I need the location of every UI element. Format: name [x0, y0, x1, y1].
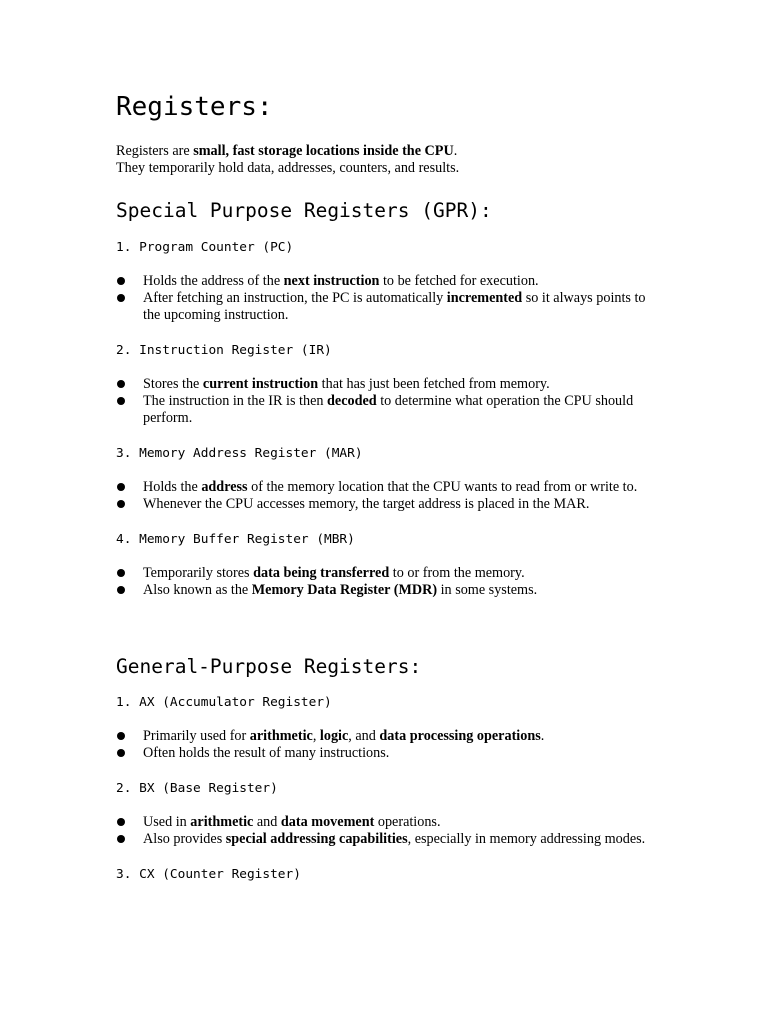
ax-bullets: [116, 728, 656, 762]
text: Stores the: [143, 376, 203, 392]
intro-line-1: [116, 143, 656, 160]
text: Also provides: [143, 831, 226, 847]
list-item: [116, 728, 656, 745]
intro-text: Registers are: [116, 143, 194, 159]
list-item: [116, 814, 656, 831]
bold-text: arithmetic: [190, 814, 254, 830]
text: Used in: [143, 814, 191, 830]
list-item: Often holds the result of many instructions.: [116, 745, 656, 762]
list-item: [116, 393, 656, 427]
bold-text: next instruction: [283, 273, 380, 289]
general-purpose-heading: General-Purpose Registers:: [116, 655, 422, 678]
bold-text: data movement: [280, 814, 375, 830]
bold-text: decoded: [327, 393, 377, 409]
cx-subheading: 3. CX (Counter Register): [116, 867, 301, 882]
bold-text: current instruction: [202, 376, 319, 392]
text: Also known as the: [143, 582, 252, 598]
ax-subheading: 1. AX (Accumulator Register): [116, 695, 332, 710]
special-purpose-heading: Special Purpose Registers (GPR):: [116, 199, 492, 222]
text: and: [253, 814, 281, 830]
text: operations.: [374, 814, 441, 830]
text: .: [540, 728, 545, 744]
mbr-bullets: [116, 565, 656, 599]
document-page: [116, 90, 656, 883]
text: After fetching an instruction, the PC is automatically: [143, 290, 447, 306]
bold-text: special addressing capabilities: [225, 831, 408, 847]
list-item: [116, 376, 656, 393]
bold-text: logic: [319, 728, 349, 744]
list-item: [116, 831, 656, 848]
mar-subheading: 3. Memory Address Register (MAR): [116, 446, 363, 461]
list-item: [116, 565, 656, 582]
bold-text: incremented: [446, 290, 523, 306]
ir-bullets: [116, 376, 656, 427]
bold-text: data processing operations: [379, 728, 541, 744]
text: in some systems.: [437, 582, 538, 598]
text: that has just been fetched from memory.: [318, 376, 550, 392]
list-item: [116, 290, 656, 324]
text: to or from the memory.: [389, 565, 525, 581]
bold-text: arithmetic: [249, 728, 313, 744]
pc-bullets: [116, 273, 656, 324]
intro-paragraph: [116, 143, 656, 177]
text: Holds the: [143, 479, 202, 495]
list-item: [116, 273, 656, 290]
bx-subheading: 2. BX (Base Register): [116, 781, 278, 796]
intro-bold: small, fast storage locations inside the CPU: [193, 143, 454, 159]
text: ,: [312, 728, 320, 744]
text: Primarily used for: [143, 728, 250, 744]
intro-line-2: They temporarily hold data, addresses, counters, and results.: [116, 160, 460, 176]
text: Temporarily stores: [143, 565, 254, 581]
intro-text: .: [453, 143, 458, 159]
page-title: Registers:: [116, 92, 273, 122]
text: Holds the address of the: [143, 273, 284, 289]
bx-bullets: [116, 814, 656, 848]
mbr-subheading: 4. Memory Buffer Register (MBR): [116, 532, 355, 547]
ir-subheading: 2. Instruction Register (IR): [116, 343, 332, 358]
text: , and: [348, 728, 380, 744]
bold-text: Memory Data Register (MDR): [251, 582, 438, 598]
text: The instruction in the IR is then: [143, 393, 328, 409]
bold-text: address: [201, 479, 248, 495]
mar-bullets: [116, 479, 656, 513]
text: of the memory location that the CPU wants to read from or write to.: [247, 479, 638, 495]
text: to be fetched for execution.: [379, 273, 539, 289]
text: to determine what operation the CPU should perform.: [143, 393, 634, 426]
text: , especially in memory addressing modes.: [407, 831, 646, 847]
list-item: [116, 582, 656, 599]
list-item: [116, 479, 656, 496]
text: so it always points to the upcoming instruction.: [143, 290, 646, 323]
pc-subheading: 1. Program Counter (PC): [116, 240, 294, 255]
bold-text: data being transferred: [253, 565, 390, 581]
list-item: Whenever the CPU accesses memory, the target address is placed in the MAR.: [116, 496, 656, 513]
